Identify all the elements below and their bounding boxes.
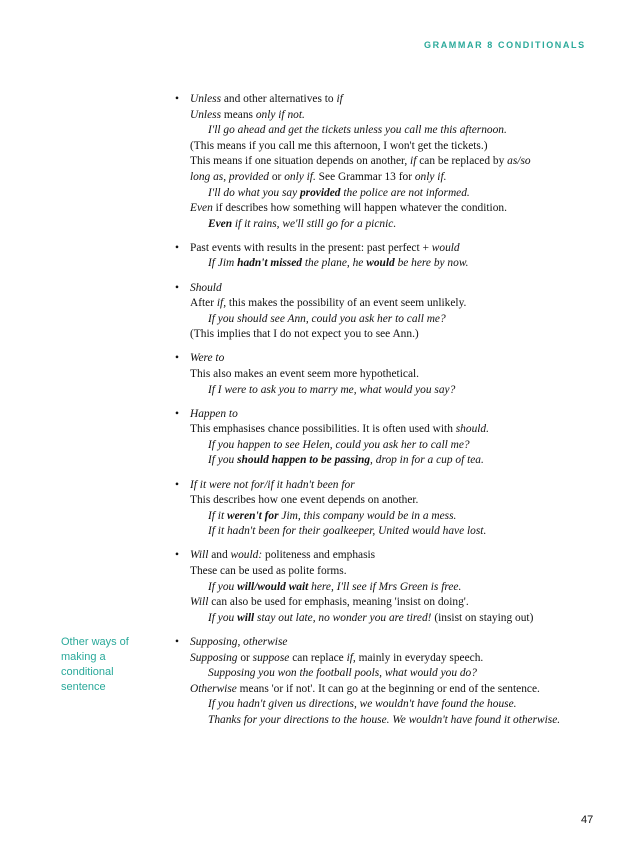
body-line: long as, provided or only if. See Grammar 13 for only if. bbox=[190, 170, 447, 183]
section-title: Supposing, otherwise bbox=[190, 635, 288, 648]
section-title: Should bbox=[190, 281, 222, 294]
example-line: I'll do what you say provided the police are not informed. bbox=[208, 186, 470, 199]
bullet: • bbox=[175, 93, 179, 105]
example-line: If I were to ask you to marry me, what would you say? bbox=[208, 383, 456, 396]
section-title: Unless and other alternatives to if bbox=[190, 93, 343, 105]
body-line: Unless means only if not. bbox=[190, 108, 305, 121]
section-title: If it were not for/if it hadn't been for bbox=[190, 478, 355, 491]
bullet: • bbox=[175, 352, 179, 365]
example-line: If it weren't for Jim, this company would be in a mess. bbox=[208, 509, 457, 522]
section-will-would bbox=[175, 548, 605, 626]
page-number: 47 bbox=[581, 814, 594, 826]
example-line: If you happen to see Helen, could you ask her to call me? bbox=[208, 438, 470, 451]
bullet: • bbox=[175, 241, 179, 254]
section-title: Will and would: politeness and emphasis bbox=[190, 549, 376, 562]
section-happen-to bbox=[175, 407, 605, 469]
margin-note-line: sentence bbox=[61, 681, 106, 693]
margin-note-line: Other ways of bbox=[61, 636, 129, 648]
example-line: If you should see Ann, could you ask her to call me? bbox=[208, 312, 446, 325]
example-line: If you will/would wait here, I'll see if Mrs Green is free. bbox=[208, 580, 462, 593]
body-line: This emphasises chance possibilities. It is often used with should. bbox=[190, 423, 489, 436]
body-line: After if, this makes the possibility of an event seem unlikely. bbox=[190, 297, 467, 310]
margin-note-line: making a bbox=[61, 651, 106, 663]
bullet: • bbox=[175, 407, 179, 420]
section-should bbox=[175, 281, 605, 343]
example-line: I'll go ahead and get the tickets unless you call me this afternoon. bbox=[208, 124, 507, 137]
body-line: This also makes an event seem more hypothetical. bbox=[190, 368, 420, 380]
bullet: • bbox=[175, 478, 179, 491]
example-line: Even if it rains, we'll still go for a picnic. bbox=[208, 217, 397, 230]
margin-note-line: conditional bbox=[61, 666, 114, 678]
section-title: Past events with results in the present: past perfect + would bbox=[190, 241, 460, 254]
example-line: If you should happen to be passing, drop in for a cup of tea. bbox=[208, 454, 484, 467]
body-line: These can be used as polite forms. bbox=[190, 565, 347, 578]
body-line: Even if describes how something will happen whatever the condition. bbox=[190, 202, 507, 215]
example-line: Supposing you won the football pools, what would you do? bbox=[208, 667, 477, 680]
body-line: (This means if you call me this afternoon, I won't get the tickets.) bbox=[190, 139, 488, 152]
main-content bbox=[175, 92, 605, 737]
bullet: • bbox=[175, 549, 179, 562]
running-header: GRAMMAR 8 CONDITIONALS bbox=[424, 40, 586, 50]
example-line: If you hadn't given us directions, we wouldn't have found the house. bbox=[208, 698, 517, 711]
body-line: This describes how one event depends on another. bbox=[190, 494, 419, 507]
body-line: Otherwise means 'or if not'. It can go at the beginning or end of the sentence. bbox=[190, 682, 540, 695]
margin-note bbox=[61, 635, 171, 695]
section-were-not-for bbox=[175, 478, 605, 540]
bullet: • bbox=[175, 635, 179, 648]
example-line: If Jim hadn't missed the plane, he would be here by now. bbox=[208, 257, 469, 270]
example-line: If you will stay out late, no wonder you are tired! (insist on staying out) bbox=[208, 611, 534, 624]
section-unless bbox=[175, 92, 605, 232]
section-were-to bbox=[175, 351, 605, 398]
body-line: Will can also be used for emphasis, meaning 'insist on doing'. bbox=[190, 596, 469, 609]
body-line: Supposing or suppose can replace if, mainly in everyday speech. bbox=[190, 651, 484, 664]
section-past-events bbox=[175, 241, 605, 272]
bullet: • bbox=[175, 281, 179, 294]
section-title: Were to bbox=[190, 352, 225, 365]
section-title: Happen to bbox=[190, 407, 238, 420]
example-line: If it hadn't been for their goalkeeper, United would have lost. bbox=[208, 525, 487, 538]
body-line: This means if one situation depends on another, if can be replaced by as/so bbox=[190, 155, 531, 168]
section-supposing-otherwise bbox=[175, 635, 605, 729]
example-line: Thanks for your directions to the house. We wouldn't have found it otherwise. bbox=[208, 713, 561, 726]
body-line: (This implies that I do not expect you to see Ann.) bbox=[190, 328, 419, 341]
